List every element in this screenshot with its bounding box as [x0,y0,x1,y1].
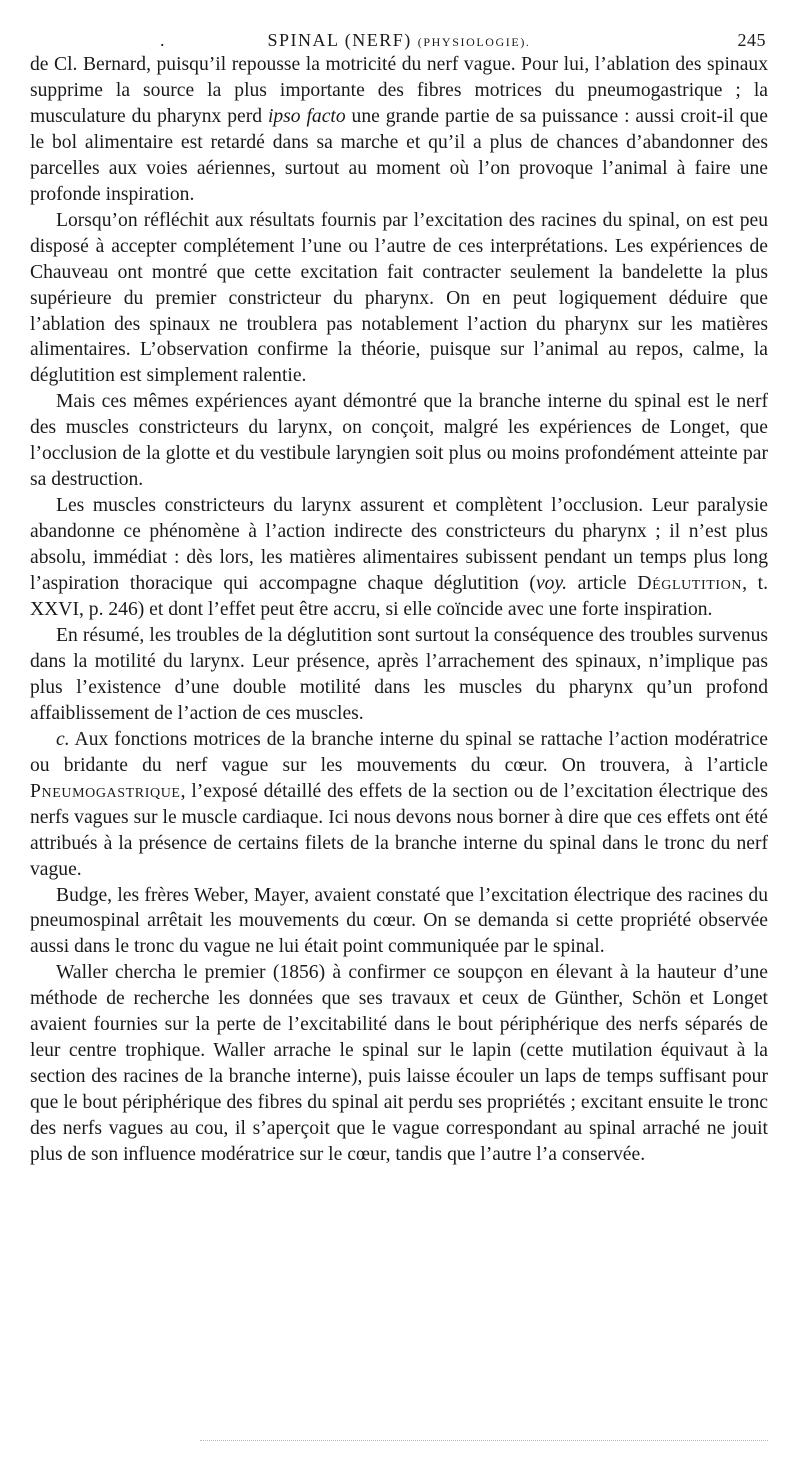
text-run: Budge, les frères Weber, Mayer, avaient constaté que l’excitation électrique des racines du pneumospinal arrêtait les mouvements du cœur. On se demanda si cette propriété observée aussi dans le tronc du vague ne lui était point communiquée par le spinal. [30,884,768,958]
paragraph [30,623,768,727]
text-run: , l’exposé détaillé des effets de la section ou de l’excitation électrique des nerfs vagues sur le muscle cardiaque. Ici nous devons nous borner à dire que ces effets ont été attribués à la présence de certains filets de la branche interne du spinal dans le tronc du nerf vague. [30,780,768,880]
text-run: une grande partie de sa puissance : aussi croit-il que le bol alimentaire est retardé dans sa marche et qu’il a plus de chances d’abandonner des parcelles aux voies aériennes, surtout au moment où l’on provoque l’animal à faire une profonde inspiration. [30,105,768,205]
text-run: article [566,573,638,595]
paragraph [30,52,768,208]
running-head [30,22,768,52]
text-run: Aux fonctions motrices de la branche interne du spinal se rattache l’action modératrice ou bridante du nerf vague sur les mouvements du cœur. On trouvera, à l’article [30,728,768,776]
paragraph [30,493,768,623]
text-run: , t. XXVI, p. 246) et dont l’effet peut être accru, si elle coïncide avec une forte inspiration. [30,573,769,621]
paragraph [30,727,768,883]
small-caps-text: Pneumogastrique [30,780,181,802]
text-run: Waller chercha le premier (1856) à confirmer ce soupçon en élevant à la hauteur d’une méthode de recherche les données que ses travaux et ceux de Günther, Schön et Longet avaient fournies sur la perte de l’excitabilité dans le bout périphérique des nerfs séparés de leur centre trophique. Waller arrache le spinal sur le lapin (cette mutilation équivaut à la section des racines de la branche interne), puis laisse écouler un laps de temps suffisant pour que le bout périphérique des fibres du spinal ait perdu ses propriétés ; excitant ensuite le tronc des nerfs vagues au cou, il s’aperçoit que le vague correspondant au spinal arraché ne jouit plus de son influence modératrice sur le cœur, tandis que l’autre l’a conservée. [30,962,768,1166]
page-number: 245 [737,30,766,50]
italic-text: ipso facto [267,105,346,127]
italic-text: voy. [535,573,567,595]
running-title [30,30,768,51]
page [30,22,768,1168]
running-title-main: SPINAL (NERF) [267,30,412,50]
italic-text: c. [56,728,70,750]
paragraph [30,883,768,961]
text-run: Lorsqu’on réfléchit aux résultats fournis par l’excitation des racines du spinal, on est peu disposé à accepter complétement l’une ou l’autre de ces interprétations. Les expériences de Chauveau ont montré que cette excitation fait contracter seulement la bandelette la plus supérieure du premier constricteur du pharynx. On en peut logiquement déduire que l’ablation des spinaux ne troublera pas notablement l’action du pharynx sur les matières alimentaires. L’observation confirme la théorie, puisque sur l’animal au repos, calme, la déglutition est simplement ralentie. [30,209,768,387]
text-run: En résumé, les troubles de la déglutition sont surtout la conséquence des troubles survenus dans la motilité du larynx. Leur présence, après l’arrachement des spinaux, n’implique pas plus l’existence d’une double motilité dans les muscles du pharynx qu’un profond affaiblissement de l’action de ces muscles. [30,624,768,724]
text-run: Les muscles constricteurs du larynx assurent et complètent l’occlusion. Leur paralysie abandonne ce phénomène à l’action indirecte des constricteurs du pharynx ; il n’est plus absolu, immédiat : dès lors, les matières alimentaires subissent pendant un temps plus long l’aspiration thoracique qui accompagne chaque déglutition ( [30,495,768,595]
footer-rule [200,1440,768,1441]
paragraph [30,389,768,493]
text-run: de Cl. Bernard, puisqu’il repousse la motricité du nerf vague. Pour lui, l’ablation des spinaux supprime la source la plus importante des fibres motrices du pneumogastrique ; la musculature du pharynx perd [30,54,768,127]
body-text [30,52,768,1168]
text-run: Mais ces mêmes expériences ayant démontré que la branche interne du spinal est le nerf des muscles constricteurs du larynx, on conçoit, malgré les expériences de Longet, que l’occlusion de la glotte et du vestibule laryngien soit plus ou moins profondément atteinte par sa destruction. [30,391,768,491]
paragraph [30,208,768,390]
small-caps-text: Déglutition [637,573,743,595]
paragraph [30,960,768,1168]
header-dot: . [160,30,166,50]
running-title-sub: (PHYSIOLOGIE). [417,35,531,49]
